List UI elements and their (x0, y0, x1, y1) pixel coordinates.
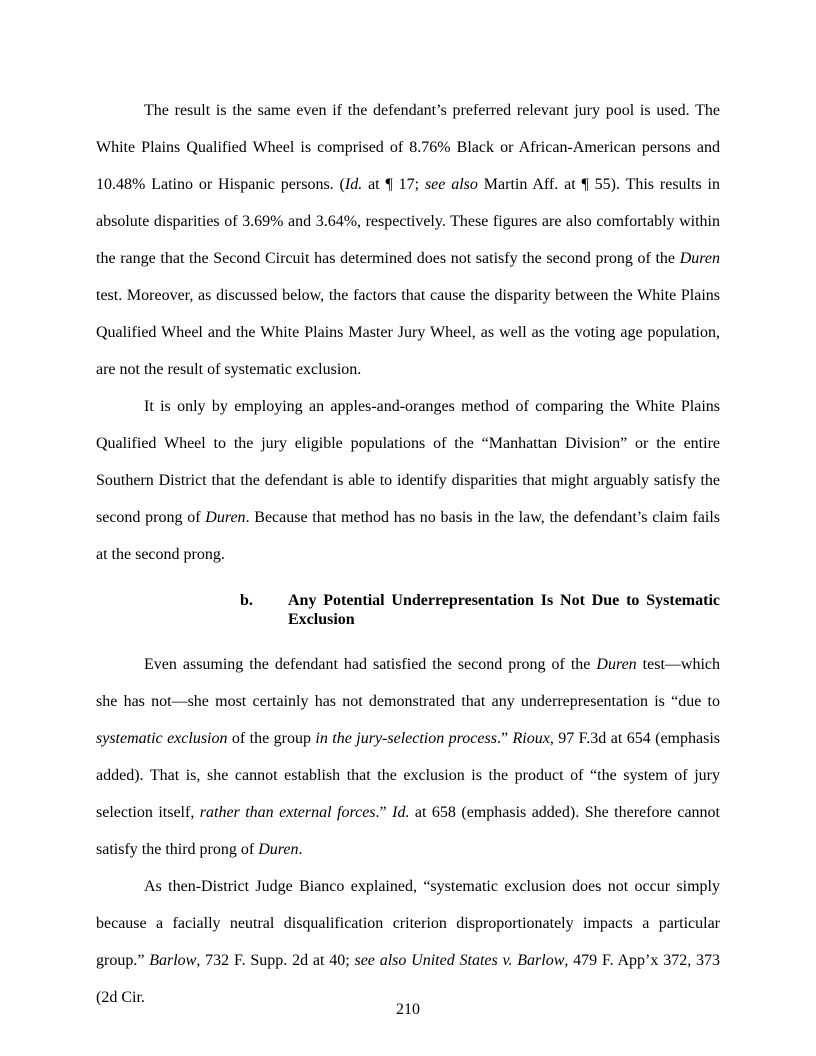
section-heading-title: Any Potential Underrepresentation Is Not Due to Systematic Exclusion (288, 592, 720, 628)
page-number: 210 (396, 1001, 420, 1018)
section-heading-label: b. (240, 592, 253, 609)
paragraph-judge-bianco: As then-District Judge Bianco explained, “systematic exclusion does not occur simply because a facially neutral disqualification criterion disproportionately impacts a particular group.” Barlow, 732 F. Supp. 2d at 40; see also United States v. Barlow, 479 F. App’x 372, 373 (2d Cir. (96, 878, 720, 1006)
document-body (96, 92, 720, 1016)
paragraph-systematic-exclusion: Even assuming the defendant had satisfied the second prong of the Duren test—which she has not—she most certainly has not demonstrated that any underrepresentation is “due to systematic exclusion of the group in the jury-selection process.” Rioux, 97 F.3d at 654 (emphasis added). That is, she cannot establish that the exclusion is the product of “the system of jury selection itself, rather than external forces.” Id. at 658 (emphasis added). She therefore cannot satisfy the third prong of Duren. (96, 656, 721, 858)
paragraph-apples-and-oranges: It is only by employing an apples-and-oranges method of comparing the White Plains Qualified Wheel to the jury eligible populations of the “Manhattan Division” or the entire Southern District that the defendant is able to identify disparities that might arguably satisfy the second prong of Duren. Because that method has no basis in the law, the defendant’s claim fails at the second prong. (96, 398, 720, 563)
paragraph-jury-pool-result: The result is the same even if the defendant’s preferred relevant jury pool is used. The White Plains Qualified Wheel is comprised of 8.76% Black or African-American persons and 10.48% Latino or Hispanic persons. (Id. at ¶ 17; see also Martin Aff. at ¶ 55). This results in absolute disparities of 3.69% and 3.64%, respectively. These figures are also comfortably within the range that the Second Circuit has determined does not satisfy the second prong of the Duren test. Moreover, as discussed below, the factors that cause the disparity between the White Plains Qualified Wheel and the White Plains Master Jury Wheel, as well as the voting age population, are not the result of systematic exclusion. (96, 102, 720, 378)
section-heading (96, 591, 720, 629)
